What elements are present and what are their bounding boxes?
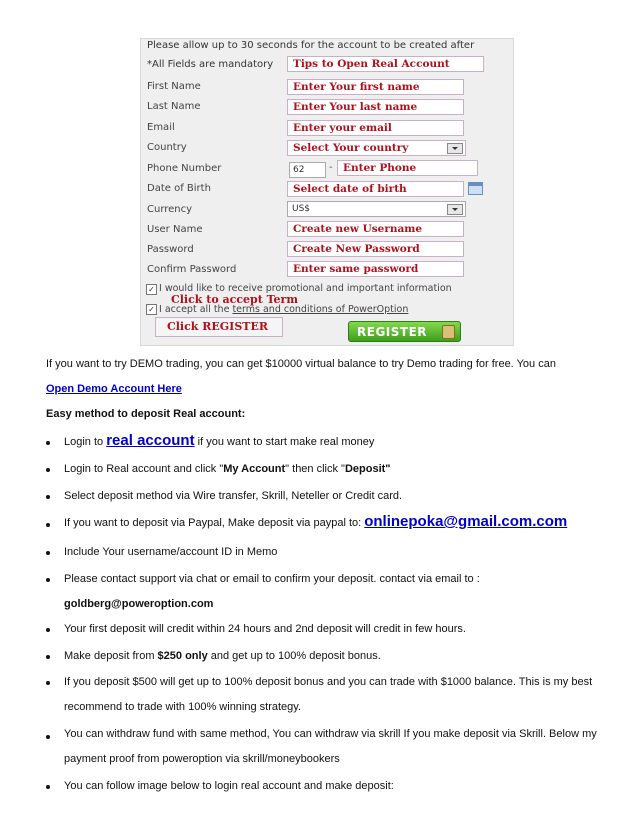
terms-link[interactable]: terms and conditions of PowerOption — [232, 304, 409, 315]
list-item-select-method: Select deposit method via Wire transfer, Skrill, Neteller or Credit card. — [64, 490, 403, 502]
bullet-icon — [46, 441, 50, 445]
currency-label: Currency — [147, 204, 193, 215]
list-item-include-id: Include Your username/account ID in Memo — [64, 546, 278, 558]
dob-input[interactable]: Select date of birth — [287, 181, 464, 197]
country-select-value: Select Your country — [293, 142, 409, 154]
accept-term-hint: Click to accept Term — [171, 293, 298, 306]
login-post: if you want to start make real money — [197, 436, 375, 448]
myaccount-pre: Login to Real account and click " — [64, 463, 224, 475]
list-item-500-cont: recommend to trade with 100% winning strategy. — [64, 701, 302, 713]
confirm-password-input[interactable]: Enter same password — [287, 261, 464, 277]
terms-checkbox[interactable]: ✓ — [146, 304, 157, 315]
last-name-input[interactable]: Enter Your last name — [287, 99, 464, 115]
currency-select-value: US$ — [292, 204, 311, 214]
real-account-link[interactable]: real account — [106, 432, 195, 449]
country-label: Country — [147, 142, 187, 153]
bullet-icon — [46, 681, 50, 685]
phone-dash: - — [329, 162, 333, 173]
chevron-down-icon — [447, 143, 463, 154]
bullet-icon — [46, 785, 50, 789]
phone-input[interactable]: Enter Phone — [337, 160, 478, 176]
mandatory-note: *All Fields are mandatory — [147, 59, 274, 70]
list-item-paypal — [64, 513, 567, 530]
list-item-myaccount — [64, 463, 391, 475]
form-notice: Please allow up to 30 seconds for the account to be created after — [147, 40, 475, 51]
myaccount-mid: " then click " — [285, 463, 345, 475]
register-button[interactable] — [348, 321, 461, 342]
list-item-withdraw: You can withdraw fund with same method, You can withdraw via skrill If you make deposit via Skrill. Below my — [64, 728, 597, 740]
phone-code-input[interactable]: 62 — [289, 162, 326, 178]
bullet-icon — [46, 551, 50, 555]
email-input[interactable]: Enter your email — [287, 120, 464, 136]
currency-select[interactable] — [287, 201, 466, 217]
chevron-down-icon — [447, 204, 463, 215]
lock-icon — [442, 325, 455, 339]
register-button-label: REGISTER — [357, 325, 428, 339]
paypal-pre: If you want to deposit via Paypal, Make deposit via paypal to: — [64, 517, 362, 529]
list-item-login — [64, 432, 374, 449]
demo-account-link[interactable] — [46, 383, 182, 395]
bullet-icon — [46, 655, 50, 659]
calendar-icon[interactable] — [468, 182, 483, 195]
phone-label: Phone Number — [147, 163, 222, 174]
username-label: User Name — [147, 224, 203, 235]
first-name-label: First Name — [147, 81, 201, 92]
bullet-icon — [46, 578, 50, 582]
password-label: Password — [147, 244, 194, 255]
bullet-icon — [46, 735, 50, 739]
promo-text: I would like to receive promotional and important information — [159, 283, 452, 294]
list-item-contact: Please contact support via chat or email to confirm your deposit. contact via email to : — [64, 573, 480, 585]
bullet-icon — [46, 523, 50, 527]
email-label: Email — [147, 122, 175, 133]
register-hint: Click REGISTER — [167, 320, 268, 333]
deposit-heading: Easy method to deposit Real account: — [46, 408, 246, 420]
terms-prefix: I accept all the — [159, 304, 230, 315]
list-item-first-deposit: Your first deposit will credit within 24 hours and 2nd deposit will credit in few hours. — [64, 623, 466, 635]
paypal-email-link[interactable]: onlinepoka@gmail.com.com — [364, 513, 568, 530]
dob-label: Date of Birth — [147, 183, 211, 194]
confirm-password-label: Confirm Password — [147, 264, 237, 275]
make-bold: $250 only — [157, 650, 208, 662]
country-select[interactable] — [287, 140, 466, 156]
bullet-icon — [46, 468, 50, 472]
tips-banner: Tips to Open Real Account — [287, 56, 484, 72]
list-item-withdraw-cont: payment proof from poweroption via skrill/moneybookers — [64, 753, 340, 765]
demo-link-text[interactable]: Open Demo Account Here — [46, 383, 182, 395]
login-pre: Login to — [64, 436, 104, 448]
list-item-500: If you deposit $500 will get up to 100% deposit bonus and you can trade with $1000 balance. This is my best — [64, 676, 593, 688]
myaccount-deposit: Deposit" — [344, 463, 391, 475]
first-name-input[interactable]: Enter Your first name — [287, 79, 464, 95]
myaccount-bold: My Account — [223, 463, 286, 475]
last-name-label: Last Name — [147, 101, 201, 112]
bullet-icon — [46, 628, 50, 632]
registration-form-screenshot — [140, 38, 514, 346]
username-input[interactable]: Create new Username — [287, 221, 464, 237]
password-input[interactable]: Create New Password — [287, 241, 464, 257]
bullet-icon — [46, 495, 50, 499]
list-item-follow-image: You can follow image below to login real account and make deposit: — [64, 780, 394, 792]
make-pre: Make deposit from — [64, 650, 155, 662]
contact-email: goldberg@poweroption.com — [64, 598, 214, 610]
promo-checkbox[interactable]: ✓ — [146, 284, 157, 295]
make-post: and get up to 100% deposit bonus. — [210, 650, 381, 662]
list-item-make-deposit — [64, 650, 381, 662]
intro-line: If you want to try DEMO trading, you can get $10000 virtual balance to try Demo trading for free. You can — [46, 358, 556, 370]
